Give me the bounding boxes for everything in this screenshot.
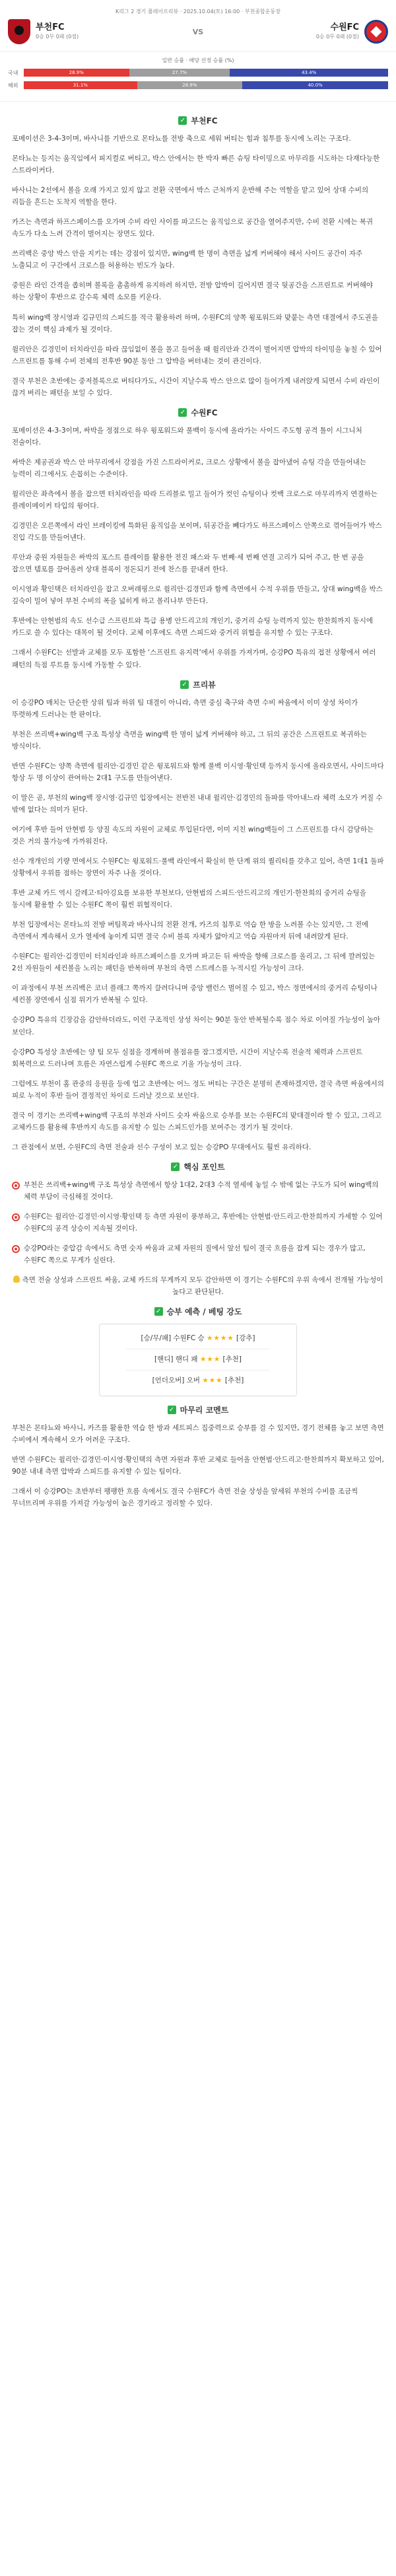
paragraph: 결국 이 경기는 쓰리백+wing백 구조의 부천과 사이드 숫자 싸움으로 승부를 보는 수원FC의 맞대결이라 할 수 있고, 그리고 교체카드를 활용해 후반까지 속도를 유지할 수 있는 스피드인가를 보여주는 경기가 될 것이다. — [12, 1111, 382, 1131]
rating-stars: ★★★ — [199, 1355, 221, 1364]
keypoint-item — [12, 1211, 384, 1234]
alert-icon — [12, 1245, 20, 1253]
section-title-keypoints — [12, 1161, 384, 1172]
prediction-grade: [추천] — [224, 1377, 244, 1385]
home-odds-segment: 31.1% — [24, 81, 137, 89]
away-odds-segment: 40.0% — [242, 81, 388, 89]
lightbulb-icon — [13, 1275, 20, 1283]
prediction-label: [승/무/패] — [141, 1334, 172, 1343]
match-header — [0, 0, 396, 52]
paragraph: 후반에는 안현범의 속도 선수급 스프린트와 특급 용병 안드리고의 개인기, 중거리 슈팅 능력까지 있는 한찬희까지 동시에 카드로 쓸 수 있다는 대목이 될 것이다. 교체 이후에도 측면 스피드와 중거리 위협을 유지할 수 있는 구조다. — [12, 617, 374, 637]
divider — [126, 1370, 270, 1371]
paragraph: 싸박은 제공권과 박스 안 마무리에서 강점을 가진 스트라이커로, 크로스 상황에서 볼을 잡아냈어 슈팅 각을 만들어내는 능력이 리그에서도 손꼽히는 수준이다. — [12, 458, 366, 478]
home-team-logo — [8, 19, 30, 44]
paragraph: 수원FC는 윌리안·김경민이 터치라인과 하프스페이스를 오가며 파고든 뒤 싸박을 향해 크로스를 올리고, 그 뒤에 깔려있는 2선 자원들이 세컨볼을 노리는 패턴을 반복하며 부천의 측면 스트레스를 누적시킬 가능성이 크다. — [12, 952, 376, 973]
paragraph: 포메이션은 3-4-3이며, 바사니를 기반으로 몬타뇨를 전방 축으로 세워 버티는 힘과 침투를 동시에 노리는 구조다. — [12, 135, 351, 143]
paragraph: 부천 입장에서는 몬타뇨의 전방 버팀목과 바사니의 전환 전개, 카즈의 침투로 역습 한 방을 노려볼 수는 있지만, 그 전에 측면에서 계속해서 오가 열세에 놓이게 되면 결국 수비 블록 자체가 얇아지고 역습 자원마저 뒤에 내려앉게 된다. — [12, 921, 369, 941]
closing-comment — [12, 1422, 384, 1509]
odds-row — [8, 68, 388, 77]
prediction-line — [100, 1352, 296, 1367]
paragraph: 부천은 몬타뇨와 바사니, 카즈를 활용한 역습 한 방과 세트피스 집중력으로 승부를 걸 수 있지만, 경기 전체를 놓고 보면 측면 수비에서 계속해서 오가 어려운 구조다. — [12, 1423, 384, 1444]
paragraph: 몬타뇨는 등지는 움직임에서 피지컬로 버티고, 박스 안에서는 한 박자 빠른 슈팅 타이밍으로 마무리를 시도하는 다재다능한 스트라이커다. — [12, 155, 380, 175]
prediction-pick: 핸디 패 — [175, 1355, 198, 1364]
keypoint-summary-text: 측면 전술 상성과 스프린트 싸움, 교체 카드의 무게까지 모두 감안하면 이 경기는 수원FC의 우위 속에서 전개될 가능성이 높다고 판단된다. — [22, 1276, 383, 1297]
paragraph: 이 승강PO 매치는 단순한 상위 팀과 하위 팀 대결이 아니라, 측면 중심 축구와 측면 수비 싸움에서 이미 상성 차이가 뚜렷하게 드러나는 한 판이다. — [12, 698, 358, 719]
paragraph: 윌리안은 좌측에서 볼을 잡으면 터치라인을 따라 드리블로 밀고 들어가 컷인 슈팅이나 컷백 크로스로 마무리까지 연결하는 플레이메이커 타입의 윙어다. — [12, 489, 378, 511]
check-icon: ✓ — [171, 1163, 180, 1171]
paragraph: 카즈는 측면과 하프스페이스를 오가며 수비 라인 사이를 파고드는 움직임으로 공간을 열어주지만, 수비 전환 시에는 복귀 속도가 다소 느려 간격이 벌어지는 장면도 있다. — [12, 218, 374, 238]
prediction-card — [99, 1324, 297, 1396]
prediction-pick: 오버 — [186, 1377, 200, 1385]
home-team-name: 부천FC — [36, 22, 65, 33]
paragraph: 이 말은 곧, 부천의 wing백 장시영·김규민 입장에서는 전반전 내내 윌리안·김경민의 돌파를 막아내느라 체력 소모가 커질 수 밖에 없다는 의미가 된다. — [12, 793, 383, 814]
prediction-label: [언더오버] — [152, 1377, 185, 1385]
odds-heading: 일반 승률 · 배당 선정 승률 (%) — [162, 57, 234, 63]
paragraph: 그럼에도 부천이 홈 관중의 응원을 등에 업고 초반에는 어느 정도 버티는 구간은 분명히 존재하겠지만, 결국 측면 싸움에서의 피로 누적이 후반 들어 결정적인 차이로 드러날 것으로 보인다. — [12, 1079, 384, 1100]
paragraph: 중원은 라인 간격을 좁히며 볼록을 촘촘하게 유지하려 하지만, 전방 압박이 길어지면 결국 뒷공간을 스프린트로 커버해야 하는 상황이 후반으로 갈수록 체력 소모를 키운다. — [12, 281, 374, 302]
draw-odds-segment: 28.9% — [137, 81, 243, 89]
paragraph: 이 과정에서 부천 쓰리백은 코너 플래그 쪽까지 끌려다니며 중앙 밸런스 벌어질 수 있고, 박스 정면에서의 중거리 슈팅이나 세컨볼 장면에서 실점 위기가 반복될 수 있다. — [12, 984, 378, 1005]
home-team[interactable] — [8, 19, 176, 44]
away-team[interactable] — [220, 20, 388, 44]
paragraph: 선수 개개인의 기량 면에서도 수원FC는 윙포워드·풀백 라인에서 확실히 한 단계 위의 퀄리티를 갖추고 있어, 측면 1대1 돌파 상황에서 우위를 점하는 장면이 자주 나올 것이다. — [12, 857, 384, 878]
section-title-away — [12, 407, 384, 418]
section-title-prediction — [12, 1306, 384, 1317]
odds-row — [8, 81, 388, 90]
check-icon: ✓ — [154, 1307, 163, 1316]
section-title-text: 수원FC — [191, 408, 218, 417]
paragraph: 바사니는 2선에서 볼을 오래 가지고 있지 않고 전환 국면에서 박스 근처까지 운반해 주는 역할을 맡고 있어 상대 수비의 리듬을 흔드는 도착지 역할을 한다. — [12, 186, 369, 207]
keypoint-text: 수원FC는 윌리안·김경민·이시영·황인택 등 측면 자원이 풍부하고, 후반에는 안현범·안드리고·한찬희까지 가세할 수 있어 수원FC의 공격 상승이 지속될 것이다. — [24, 1213, 383, 1233]
check-icon: ✓ — [178, 116, 187, 125]
teams-row — [8, 19, 388, 44]
paragraph: 그래서 이 승강PO는 초반부터 팽팽한 흐름 속에서도 결국 수원FC가 측면 전술 상성을 앞세워 부천의 수비를 조금씩 무너뜨리며 우위를 가져갈 가능성이 높은 경기라고 정리할 수 있다. — [12, 1487, 358, 1507]
keypoint-text: 승강PO라는 중압감 속에서도 측면 숫자 싸움과 교체 자원의 질에서 앞선 팀이 결국 흐름을 잡게 되는 경우가 많고, 수원FC 쪽으로 무게가 실린다. — [24, 1244, 366, 1265]
away-team-record: 0승 0무 0패 (0점) — [315, 34, 359, 40]
prediction-grade: [강추] — [236, 1334, 255, 1343]
section-title-text: 마무리 코멘트 — [180, 1405, 229, 1415]
paragraph: 반면 수원FC는 양쪽 측면에 윌리안·김경민 같은 윙포워드와 함께 풀백 이시영·황인택 등까지 동시에 올라오면서, 사이드마다 항상 두 명 이상이 관여하는 2대1 구도를 만들어낸다. — [12, 762, 384, 782]
paragraph: 포메이션은 4-3-3이며, 싸박을 정점으로 하우 윙포워드와 풀백이 동시에 올라가는 사이드 주도형 공격 틀이 시그니처 전술이다. — [12, 426, 362, 447]
rating-stars: ★★★★ — [207, 1334, 234, 1343]
away-analysis — [12, 425, 384, 671]
paragraph: 결국 부천은 초반에는 중저블록으로 버티다가도, 시간이 지날수록 박스 안으로 많이 들어가게 내려앉게 되면서 수비 라인이 끊겨 버리는 패턴을 보일 수 있다. — [12, 376, 380, 397]
alert-icon — [12, 1213, 20, 1221]
home-analysis — [12, 133, 384, 399]
alert-icon — [12, 1182, 20, 1190]
paragraph: 승강PO 특유의 긴장감을 감안하더라도, 이런 구조적인 상성 차이는 90분 동안 반복될수록 점수 차로 이어질 가능성이 높아 보인다. — [12, 1016, 381, 1036]
check-icon: ✓ — [178, 408, 187, 417]
odds-bars — [24, 81, 388, 89]
odds-bars — [24, 69, 388, 77]
match-meta: K리그 2 경기 플레이프리뷰 · 2025.10.04(토) 16:00 · 부천종합운동장 — [116, 9, 280, 15]
paragraph: 윌리안은 김경민이 터치라인을 따라 끊임없이 볼을 몰고 들어올 때 윌리안과 간격이 벌어지면 압박의 타이밍을 놓칠 수 있어 스프린트를 통해 수비 전체의 전후반 90분 동안 그 압박을 버텨내는 것이 관건이다. — [12, 345, 382, 365]
check-icon: ✓ — [180, 680, 189, 689]
keypoint-summary — [12, 1274, 384, 1298]
paragraph: 특히 wing백 장시영과 김규민의 스피드를 적극 활용하려 하며, 수원FC의 양쪽 윙포워드와 맞붙는 측면 대결에서 주도권을 잡는 것이 핵심 과제가 될 것이다. — [12, 313, 378, 334]
home-odds-segment: 28.9% — [24, 69, 129, 77]
away-team-logo — [364, 20, 388, 44]
paragraph: 루안과 중원 자원들은 싸박의 포스트 플레이를 활용한 전진 패스와 두 번째·세 번째 연결 고리가 되어 주고, 한 번 공을 잡으면 템포를 끌어올려 상대 블록이 정돈되기 전에 찬스를 끝내려 한다. — [12, 554, 364, 574]
keypoint-text: 부천은 쓰리백+wing백 구조 특성상 측면에서 항상 1대2, 2대3 수적 열세에 놓일 수 밖에 없는 구도가 되어 wing백의 체력 부담이 극심해질 것이다. — [24, 1180, 379, 1201]
section-title-closing — [12, 1404, 384, 1415]
draw-odds-segment: 27.7% — [129, 69, 230, 77]
prediction-grade: [추천] — [222, 1355, 242, 1364]
away-team-name: 수원FC — [330, 22, 359, 33]
vs-label: VS — [192, 27, 204, 36]
preview-analysis — [12, 697, 384, 1153]
paragraph: 김경민은 오른쪽에서 라인 브레이킹에 특화된 움직임을 보이며, 뒤공간을 빼다가도 하프스페이스 안쪽으로 꺾어들어가 박스 진입 각도를 만들어낸다. — [12, 522, 382, 542]
article-body — [0, 102, 396, 1528]
check-icon: ✓ — [168, 1406, 176, 1414]
prediction-line — [100, 1331, 296, 1346]
paragraph: 여기에 후반 들어 안현범 등 양질 속도의 자원이 교체로 투입된다면, 이미 지친 wing백들이 그 스프린트를 다시 감당하는 것은 거의 불가능에 가까워진다. — [12, 825, 374, 845]
section-title-home — [12, 115, 384, 126]
prediction-pick: 수원FC 승 — [173, 1334, 205, 1343]
section-title-text: 핵심 포인트 — [183, 1162, 225, 1172]
section-title-text: 프리뷰 — [193, 680, 216, 690]
paragraph: 이시영과 황인택은 터치라인을 잡고 오버래핑으로 윌리안·김경민과 함께 측면에서 수적 우위를 만들고, 상대 wing백을 박스 깊숙이 밀어 넣어 부천 수비의 폭을 넓히게 하고 몰리나부 만든다. — [12, 585, 383, 606]
paragraph: 승강PO 특성상 초반에는 양 팀 모두 실점을 경계하며 볼점유를 잠그겠지만, 시간이 지날수록 전술적 체력과 스프린트 회복력으로 드러나며 흐름은 자연스럽게 수원FC 쪽으로 기울 가능성이 크다. — [12, 1048, 363, 1068]
prediction-line — [100, 1373, 296, 1388]
section-title-text: 부천FC — [191, 116, 218, 125]
paragraph: 반면 수원FC는 윌리안·김경민·이시영·황인택의 측면 자원과 후반 교체로 들어올 안현범·안드리고·한찬희까지 확보하고 있어, 90분 내내 측면 압박과 스피드를 유지할 수 있는 팀이다. — [12, 1455, 384, 1476]
paragraph: 쓰리백은 중앙 박스 안을 지키는 데는 강점이 있지만, wing백 한 명이 측면을 넓게 커버해야 해서 사이드 공간이 자주 노출되고 이 구간에서 크로스를 허용하는 빈도가 높다. — [12, 250, 363, 270]
paragraph: 부천은 쓰리백+wing백 구조 특성상 측면을 wing백 한 명이 넓게 커버해야 하고, 그 뒤의 공간은 스프린트로 복귀하는 방식이다. — [12, 730, 367, 750]
rating-stars: ★★★ — [202, 1377, 223, 1385]
paragraph: 그래서 수원FC는 선발과 교체를 모두 포함한 ‘스프린트 유지력’에서 우위를 가져가며, 승강PO 특유의 접전 상황에서 여러 패턴의 득점 루트를 동시에 가동할 수 있다. — [12, 649, 376, 669]
keypoint-item — [12, 1242, 384, 1266]
prediction-label: [핸디] — [154, 1355, 174, 1364]
away-odds-segment: 43.4% — [230, 69, 388, 77]
home-team-record: 0승 0무 0패 (0점) — [36, 34, 79, 40]
odds-row-label: 국내 — [8, 69, 18, 76]
keypoint-item — [12, 1179, 384, 1203]
section-title-preview — [12, 679, 384, 690]
odds-row-label: 해외 — [8, 82, 18, 89]
paragraph: 후반 교체 카드 역시 갈레고·티아깅요를 보유한 부천보다, 안현범의 스피드·안드리고의 개인기·한찬희의 중거리 슈팅을 동시에 활용할 수 있는 수원FC 쪽이 훨씬 위협적이다. — [12, 889, 366, 910]
section-title-text: 승부 예측 / 베팅 강도 — [166, 1307, 242, 1317]
odds-panel — [0, 52, 396, 102]
paragraph: 그 관점에서 보면, 수원FC의 측면 전술과 선수 구성이 보고 있는 승강PO 무대에서도 훨씬 유리하다. — [12, 1143, 312, 1151]
